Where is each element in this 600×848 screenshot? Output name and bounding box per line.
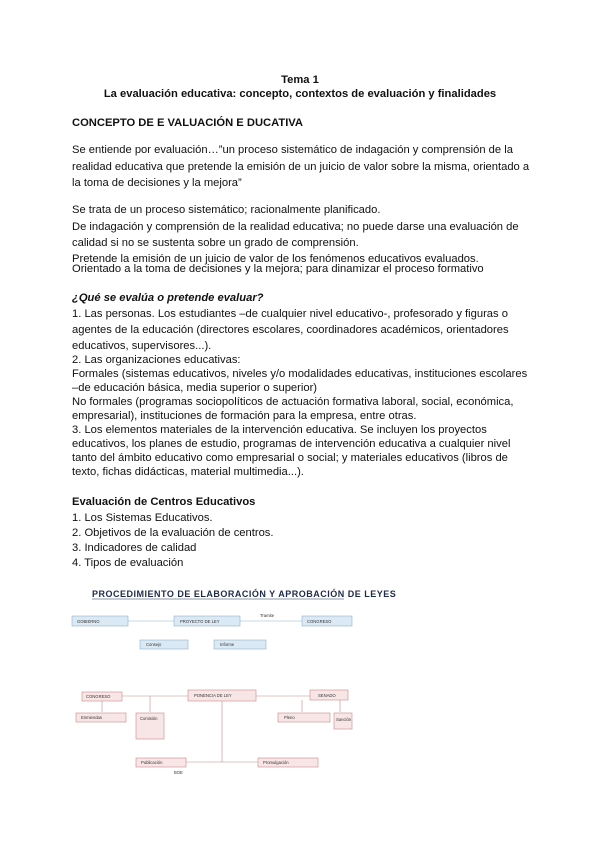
label-boe: BOE xyxy=(174,770,183,775)
body-line: tanto del ámbito educativo como empresarial o social; y materiales educativos (libros de xyxy=(72,452,508,464)
quote-line: Se entiende por evaluación…”un proceso sistemático de indagación y comprensión de la xyxy=(72,144,513,156)
list-item: 1. Los Sistemas Educativos. xyxy=(72,512,213,524)
label-tramite: Tramite xyxy=(260,613,275,618)
body-line: 1. Las personas. Los estudiantes –de cualquier nivel educativo-, profesorado y figuras o xyxy=(72,308,508,320)
list-item: 2. Objetivos de la evaluación de centros. xyxy=(72,527,274,539)
law-procedure-diagram xyxy=(62,584,397,779)
body-line: 3. Los elementos materiales de la intervención educativa. Se incluyen los proyectos xyxy=(72,424,487,436)
label-consejo: Consejo xyxy=(146,642,162,647)
label-informe: Informe xyxy=(220,642,235,647)
point-line: Se trata de un proceso sistemático; racionalmente planificado. xyxy=(72,204,381,216)
body-line: 2. Las organizaciones educativas: xyxy=(72,354,241,366)
body-line: No formales (programas sociopolíticos de actuación formativa laboral, social, económica, xyxy=(72,396,514,408)
topic-label: Tema 1 xyxy=(281,74,319,86)
label-promulgacion: Promulgación xyxy=(263,760,289,765)
point-line: calidad si no se sustenta sobre un grado de comprensión. xyxy=(72,237,359,249)
label-comision: Comisión xyxy=(140,716,158,721)
body-line: –de educación básica, media superior o superior) xyxy=(72,382,318,394)
list-item: 4. Tipos de evaluación xyxy=(72,557,184,569)
point-line: Pretende la emisión de un juicio de valor de los fenómenos educativos evaluados. xyxy=(72,253,479,265)
label-enmiendas: Enmiendas xyxy=(81,715,102,720)
point-line: De indagación y comprensión de la realidad educativa; no puede darse una evaluación de xyxy=(72,221,519,233)
body-line: texto, fichas didácticas, material multimedia...). xyxy=(72,466,304,478)
point-line: Orientado a la toma de decisiones y la mejora; para dinamizar el proceso formativo xyxy=(72,263,484,275)
label-ponencia: PONENCIA DE LEY xyxy=(194,693,232,698)
body-line: Formales (sistemas educativos, niveles y/o modalidades educativas, instituciones escolares xyxy=(72,368,528,380)
label-proyecto: PROYECTO DE LEY xyxy=(180,619,220,624)
quote-line: la toma de decisiones y la mejora” xyxy=(72,177,242,189)
body-line: educativos, supervisores...). xyxy=(72,340,212,352)
label-pleno: Pleno xyxy=(284,715,295,720)
label-publicacion: Publicación xyxy=(141,760,163,765)
body-line: agentes de la educación (directores escolares, coordinadores académicos, orientadores xyxy=(72,324,509,336)
body-line: educativos, los planes de estudio, programas de intervención educativa a cualquier nivel xyxy=(72,438,511,450)
document-title: La evaluación educativa: concepto, contextos de evaluación y finalidades xyxy=(103,88,497,100)
label-gobierno: GOBIERNO xyxy=(77,619,100,624)
label-congreso: CONGRESO xyxy=(307,619,332,624)
quote-line: realidad educativa que pretende la emisión de un juicio de valor sobre la misma, orientado a xyxy=(72,161,530,173)
list-item: 3. Indicadores de calidad xyxy=(72,542,197,554)
label-sancion: Sanción xyxy=(336,717,352,722)
label-congreso-2: CONGRESO xyxy=(86,694,111,699)
label-senado: SENADO xyxy=(318,693,336,698)
body-line: empresarial), instituciones de formación para la empresa, entre otras. xyxy=(72,410,417,422)
section-heading-que-se-evalua: ¿Qué se evalúa o pretende evaluar? xyxy=(72,292,264,304)
section-heading-concepto: CONCEPTO DE E VALUACIÓN E DUCATIVA xyxy=(72,117,304,129)
diagram-title: PROCEDIMIENTO DE ELABORACIÓN Y APROBACIÓN DE LEYES xyxy=(92,589,397,599)
section-heading-centros: Evaluación de Centros Educativos xyxy=(72,496,256,508)
